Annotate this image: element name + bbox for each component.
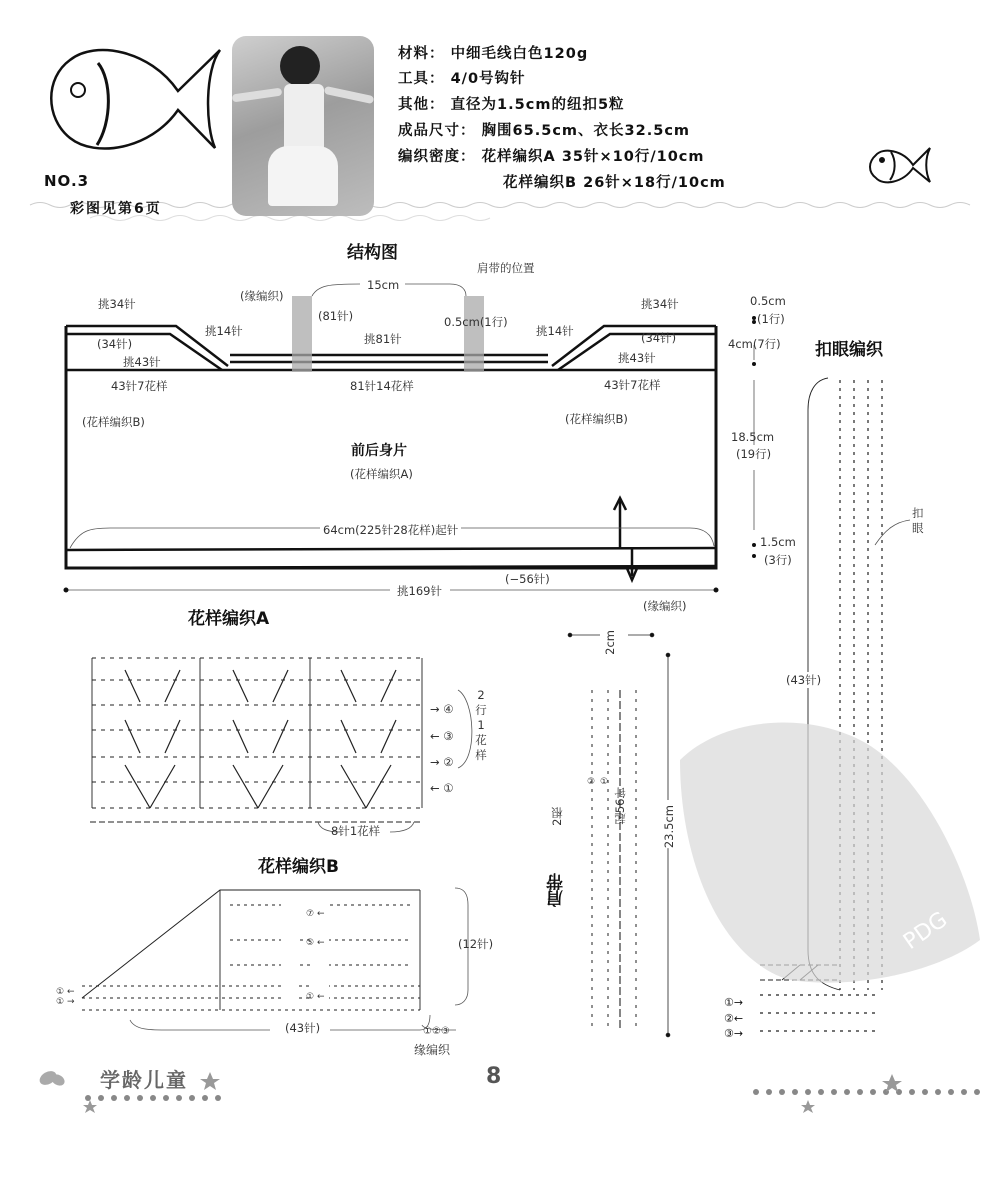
pattern-a-row-3: ← ③ (430, 729, 454, 743)
strap-chart (568, 633, 670, 1037)
buttonhole-title: 扣眼编织 (815, 340, 883, 360)
sts-43-7-left-label: 43针7花样 (111, 379, 168, 393)
pick-43-right-label: 挑43针 (618, 351, 656, 365)
sts-81-label: (81针) (318, 309, 354, 323)
body-pattern-label: (花样编织A) (350, 467, 413, 481)
pick-43-left-label: 挑43针 (123, 355, 161, 369)
buttonhole-row-2: ②← (724, 1012, 744, 1025)
strap-cast-on: 起56针 (613, 787, 627, 825)
pattern-a-repeat-rows: 2行1花样 (475, 688, 487, 762)
pattern-b-sts-12: (12针) (458, 937, 494, 951)
sts-81-14-label: 81针14花样 (350, 379, 414, 393)
strap-count: 2根 (550, 807, 564, 826)
sts-34-right-label: (34针) (641, 331, 677, 345)
watermark-icon (660, 700, 982, 1000)
strap-row-2: ② (587, 777, 596, 787)
pattern-b-edge-rows: ①②③ (423, 1026, 450, 1037)
pattern-a-row-2: → ② (430, 755, 454, 769)
spec-size: 成品尺寸： 胸围65.5cm、衣长32.5cm (398, 123, 691, 139)
pick-81-label: 挑81针 (364, 332, 402, 346)
pattern-b-chart (82, 888, 468, 1030)
pattern-number: NO.3 (44, 172, 90, 190)
spec-tool: 工具： 4/0号钩针 (398, 71, 526, 87)
buttonhole-sts-43: (43针) (786, 673, 822, 687)
width-15cm-label: 15cm (367, 278, 400, 292)
page-number: 8 (486, 1064, 502, 1089)
butterfly-icon (37, 1068, 66, 1088)
pick-34-left-label: 挑34针 (98, 297, 136, 311)
pattern-b-sts-43: (43针) (285, 1021, 321, 1035)
dim-1-5cm: 1.5cm (760, 535, 796, 549)
dim-half-cm-rows: (1行) (757, 312, 785, 326)
model-photo (232, 36, 374, 216)
strap-title: 肩带 (547, 873, 567, 907)
footer-brand: 学龄儿童 (100, 1068, 188, 1092)
small-fish-icon (870, 148, 930, 182)
pattern-a-repeat-sts: 8针1花样 (331, 824, 381, 838)
strap-width: 2cm (603, 630, 617, 655)
see-color-page: 彩图见第6页 (70, 201, 162, 217)
buttonhole-row-1: ①→ (724, 996, 744, 1009)
pattern-b-row-1: ① ← (306, 992, 325, 1002)
edge-knit-label: (缘编织) (240, 289, 284, 303)
sts-34-left-label: (34针) (97, 337, 133, 351)
buttonhole-row-3: ③→ (724, 1027, 744, 1040)
cast-on-label: 64cm(225针28花样)起针 (320, 522, 461, 538)
pattern-a-chart (90, 658, 472, 832)
structure-title: 结构图 (347, 243, 398, 263)
buttonhole-hole-label: 扣眼 (912, 506, 924, 535)
pick-14-left-label: 挑14针 (205, 324, 243, 338)
wavy-divider (30, 203, 970, 208)
body-title: 前后身片 (351, 443, 407, 459)
footer-dots (85, 1089, 980, 1101)
dim-18-5cm-rows: (19行) (736, 447, 772, 461)
dim-half-cm: 0.5cm (750, 294, 786, 308)
pattern-b-title: 花样编织B (258, 857, 339, 877)
strap-length: 23.5cm (662, 805, 676, 849)
strap-row-1: ① (600, 777, 609, 787)
dim-4cm: 4cm(7行) (728, 337, 781, 351)
pattern-b-right-label: (花样编织B) (565, 412, 628, 426)
dim-18-5cm: 18.5cm (731, 430, 775, 444)
pattern-b-left-row-b: ① → (56, 997, 75, 1007)
decrease-56-label: (−56针) (505, 572, 550, 586)
spec-gauge: 编织密度： 花样编织A 35针×10行/10cm (398, 149, 705, 165)
sts-43-7-right-label: 43针7花样 (604, 378, 661, 392)
pattern-b-row-7: ⑦ ← (306, 909, 325, 919)
dim-1-5cm-rows: (3行) (764, 553, 792, 567)
spec-material: 材料： 中细毛线白色120g (398, 46, 589, 62)
pick-14-right-label: 挑14针 (536, 324, 574, 338)
pattern-b-left-label: (花样编织B) (82, 415, 145, 429)
strap-position-label: 肩带的位置 (477, 261, 535, 275)
pattern-b-left-row-a: ① ← (56, 987, 75, 997)
pattern-b-row-5: ⑤ ← (306, 938, 325, 948)
spec-gauge-b: 花样编织B 26针×18行/10cm (503, 175, 726, 191)
pick-169-label: 挑169针 (394, 583, 445, 599)
svg-text:PDG: PDG (899, 907, 953, 955)
edge-knit-bottom-label: (缘编织) (643, 599, 687, 613)
pattern-a-row-1: ← ① (430, 781, 454, 795)
half-cm-row-label: 0.5cm(1行) (444, 315, 508, 329)
pattern-b-edge-knit: 缘编织 (414, 1043, 451, 1057)
fish-logo-icon (51, 50, 220, 149)
pattern-a-title: 花样编织A (188, 609, 270, 629)
pick-34-right-label: 挑34针 (641, 297, 679, 311)
pattern-a-row-4: → ④ (430, 702, 454, 716)
spec-other: 其他： 直径为1.5cm的纽扣5粒 (398, 97, 625, 113)
